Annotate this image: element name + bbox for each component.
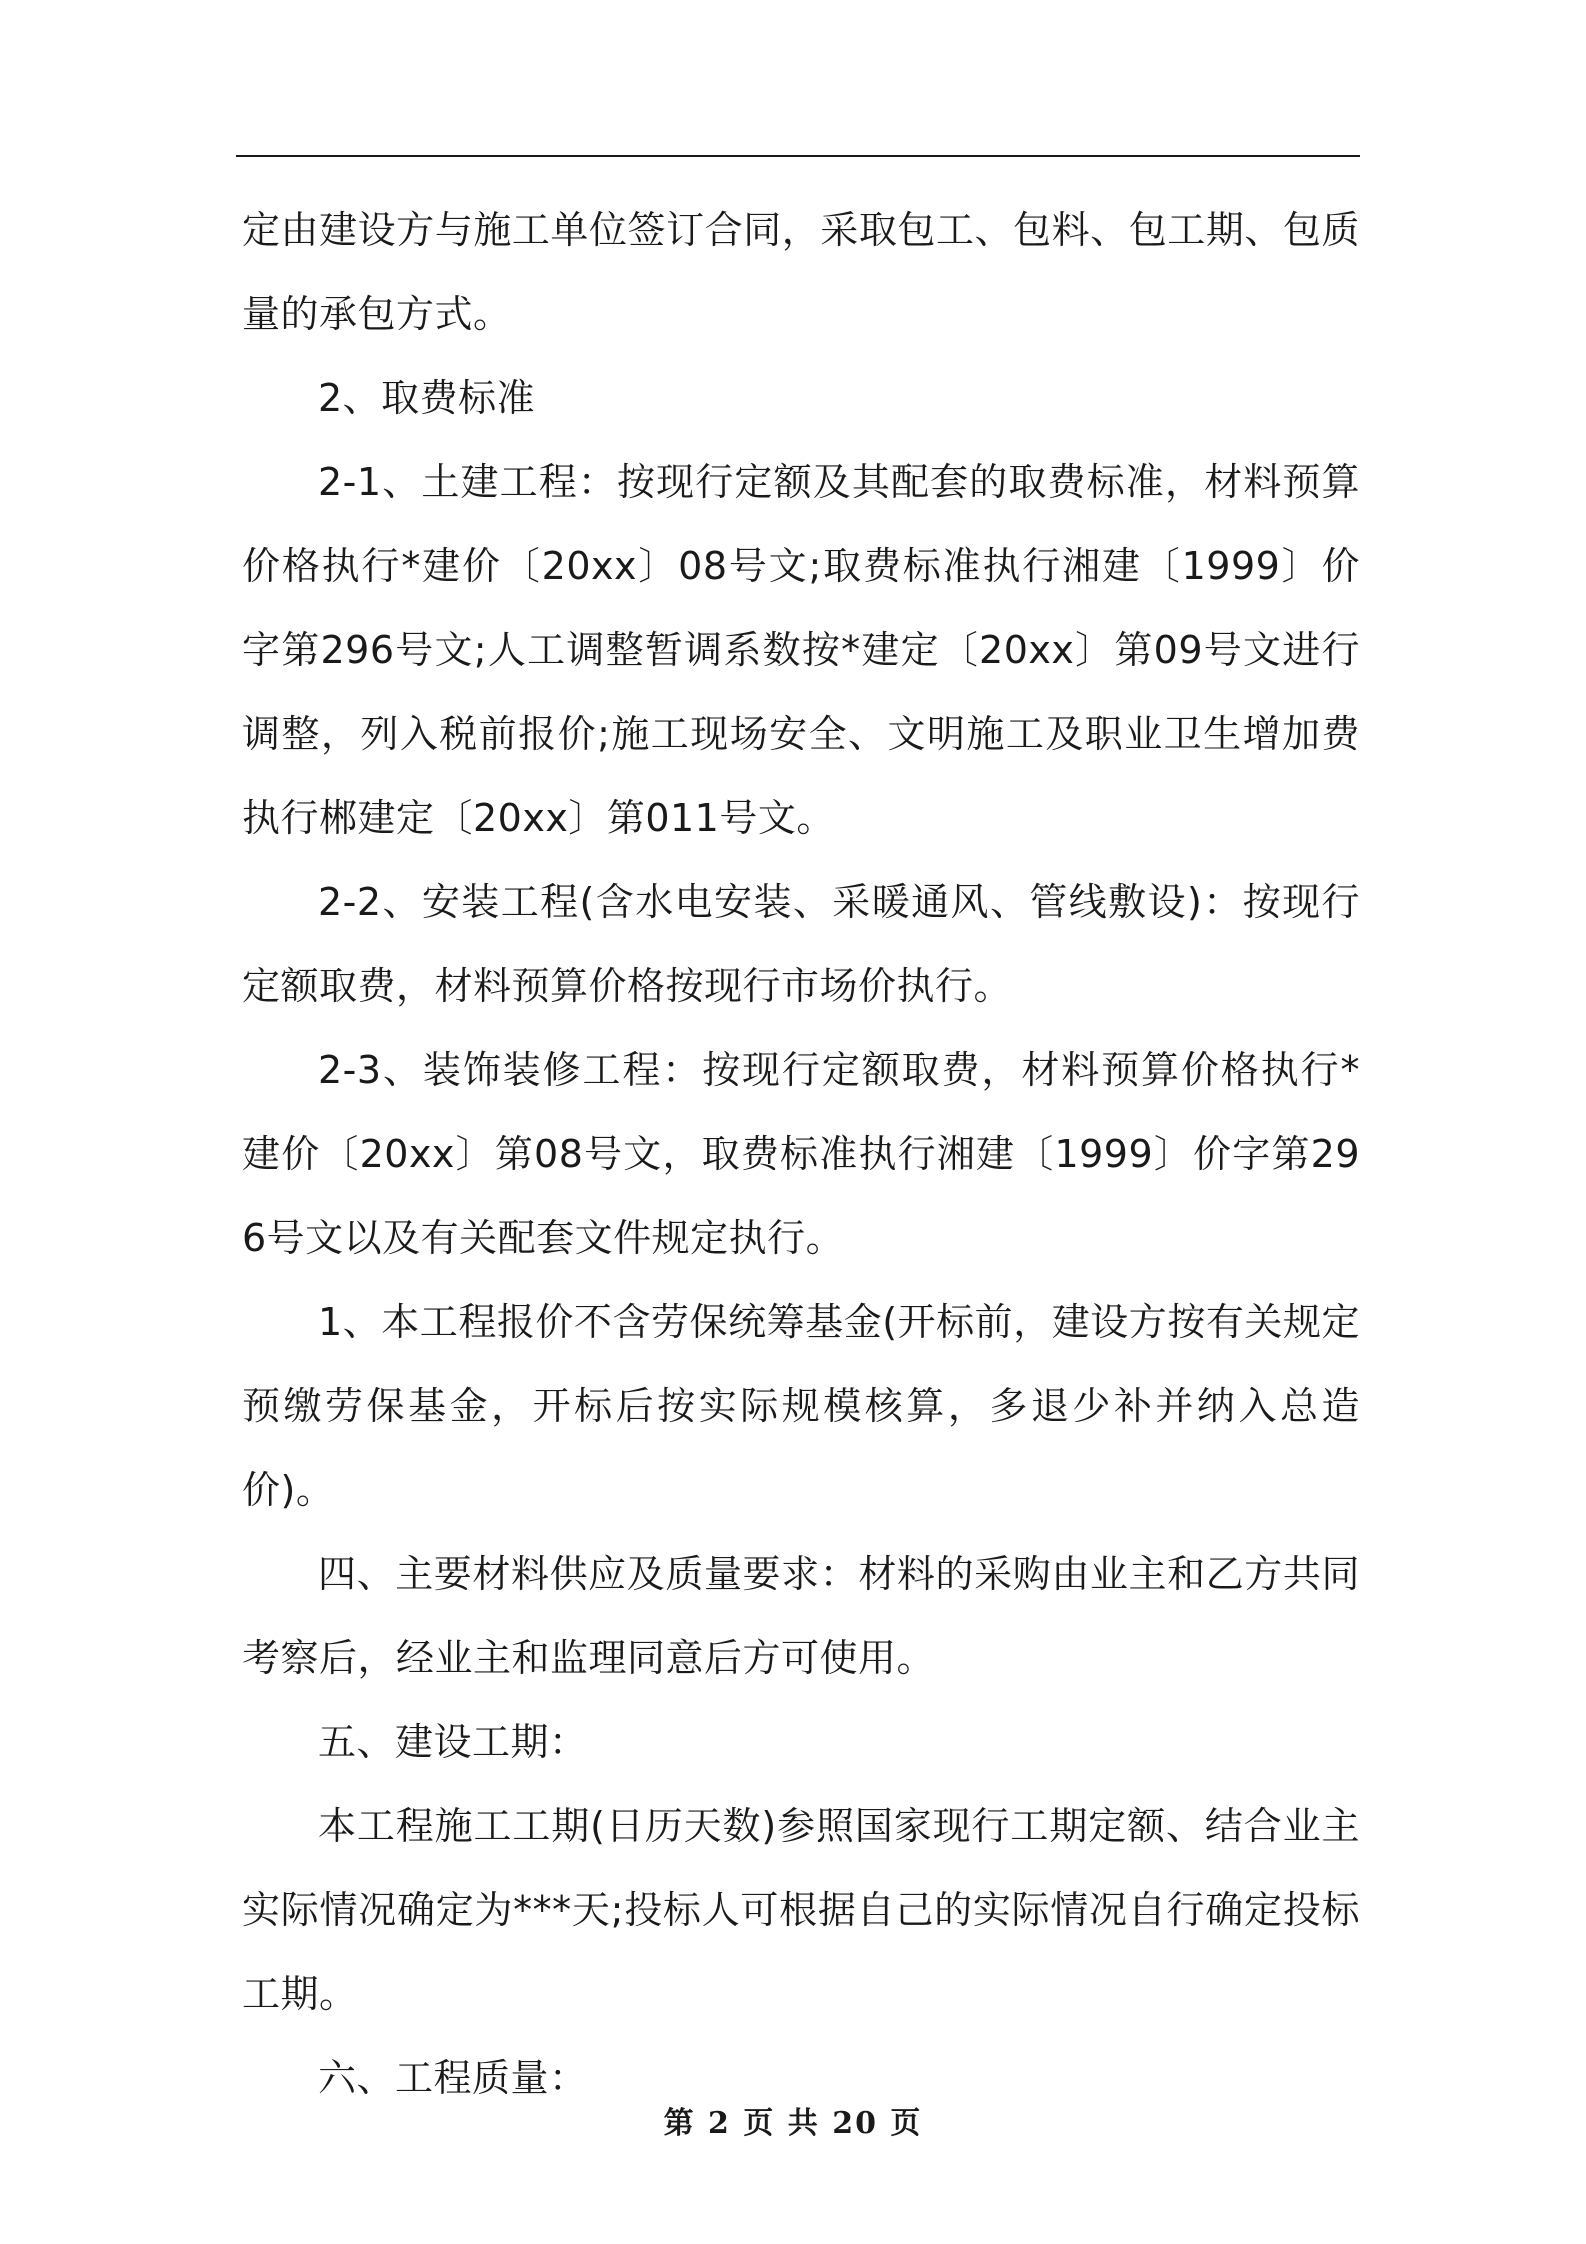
paragraph-heading: 六、工程质量：	[318, 2056, 588, 2100]
document-body	[242, 188, 1360, 2120]
paragraph: 2-3、装饰装修工程：按现行定额取费，材料预算价格执行*建价〔20xx〕第08号文，取费标准执行湘建〔1999〕价字第296号文以及有关配套文件规定执行。	[242, 1048, 1360, 1260]
paragraph-heading: 五、建设工期：	[318, 1720, 588, 1764]
paragraph: 本工程施工工期(日历天数)参照国家现行工期定额、结合业主实际情况确定为***天;投标人可根据自己的实际情况自行确定投标工期。	[242, 1804, 1360, 2016]
paragraph: 2-2、安装工程(含水电安装、采暖通风、管线敷设)：按现行定额取费，材料预算价格按现行市场价执行。	[242, 880, 1360, 1008]
paragraph: 定由建设方与施工单位签订合同，采取包工、包料、包工期、包质量的承包方式。	[242, 208, 1360, 336]
paragraph: 2-1、土建工程：按现行定额及其配套的取费标准，材料预算价格执行*建价〔20xx〕08号文;取费标准执行湘建〔1999〕价字第296号文;人工调整暂调系数按*建定〔20xx〕第09号文进行调整，列入税前报价;施工现场安全、文明施工及职业卫生增加费执行郴建定〔20xx〕第011号文。	[242, 460, 1360, 840]
page-number-footer: 第 2 页 共 20 页	[663, 2106, 923, 2141]
paragraph: 1、本工程报价不含劳保统筹基金(开标前，建设方按有关规定预缴劳保基金，开标后按实际规模核算，多退少补并纳入总造价)。	[242, 1300, 1360, 1512]
header-rule	[236, 155, 1360, 157]
paragraph-heading: 2、取费标准	[318, 376, 536, 420]
paragraph: 四、主要材料供应及质量要求：材料的采购由业主和乙方共同考察后，经业主和监理同意后方可使用。	[242, 1552, 1360, 1680]
